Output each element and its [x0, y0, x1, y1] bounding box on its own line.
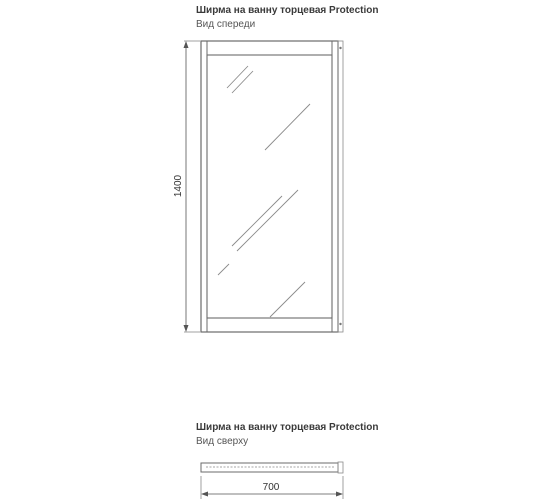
top-view-outline [201, 463, 338, 472]
top-view-drawing [201, 462, 343, 473]
front-view-subtitle: Вид спереди [196, 19, 256, 30]
top-view-subtitle: Вид сверху [196, 436, 249, 447]
screen-frame-outer [201, 41, 338, 332]
top-view-title: Ширма на ванну торцевая Protection [196, 422, 379, 433]
front-view-title: Ширма на ванну торцевая Protection [196, 5, 379, 16]
glass-glint-lines [218, 66, 310, 317]
glass-pane [207, 55, 332, 318]
width-label: 700 [262, 482, 280, 493]
front-view-drawing [201, 41, 343, 332]
hinge-dot-top [339, 47, 341, 49]
hinge-dot-bottom [339, 323, 341, 325]
wall-profile [338, 41, 343, 332]
height-label: 1400 [173, 174, 184, 198]
height-dimension [184, 41, 201, 332]
top-view-wall-profile [338, 462, 343, 473]
